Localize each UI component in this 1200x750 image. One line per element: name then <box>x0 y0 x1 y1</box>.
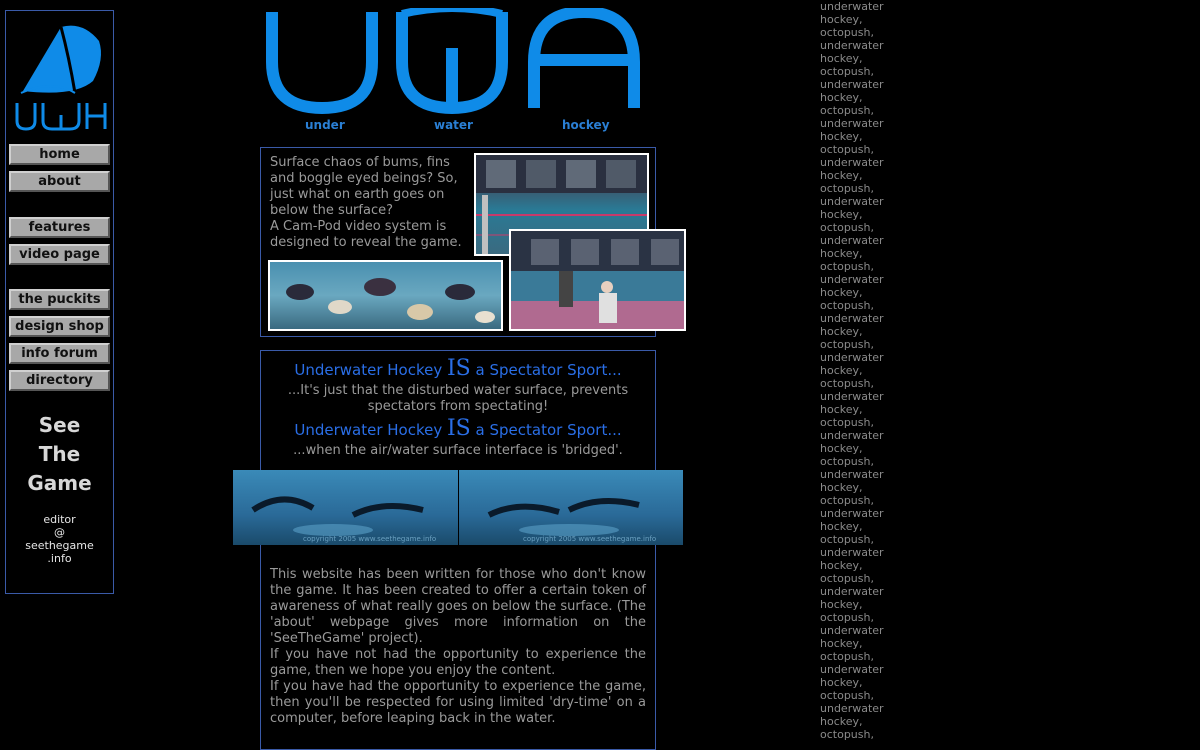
keyword-line: octopush, <box>820 143 874 156</box>
keyword-line: underwater <box>820 273 884 286</box>
intro-line: A Cam-Pod video system is <box>270 219 447 234</box>
spectator-heading-1 <box>260 356 656 381</box>
intro-line: designed to reveal the game. <box>270 235 462 250</box>
keyword-line: underwater <box>820 390 884 403</box>
nav-home-button[interactable]: home <box>9 144 110 165</box>
underwater-chaos-graphic <box>270 262 503 331</box>
underwater-left-graphic <box>233 470 458 545</box>
keyword-line: octopush, <box>820 728 874 741</box>
keyword-line: hockey, <box>820 286 863 299</box>
header-word-hockey: hockey <box>562 118 610 132</box>
keyword-line: octopush, <box>820 455 874 468</box>
intro-text <box>270 155 470 251</box>
keyword-line: underwater <box>820 0 884 13</box>
spectator-sub-2: ...when the air/water surface interface is 'bridged'. <box>293 443 623 458</box>
keyword-line: hockey, <box>820 364 863 377</box>
intro-line: and boggle eyed beings? So, <box>270 171 458 186</box>
keyword-line: underwater <box>820 117 884 130</box>
heading-part: Underwater Hockey <box>294 421 447 439</box>
keyword-line: underwater <box>820 234 884 247</box>
intro-line: Surface chaos of bums, fins <box>270 155 450 170</box>
uwh-logo-icon[interactable] <box>13 19 109 131</box>
keyword-line: underwater <box>820 195 884 208</box>
intro-line: just what on earth goes on <box>270 187 445 202</box>
editor-line: .info <box>47 552 72 565</box>
keyword-line: octopush, <box>820 104 874 117</box>
keyword-line: octopush, <box>820 533 874 546</box>
nav-video-page-button[interactable]: video page <box>9 244 110 265</box>
keyword-line: hockey, <box>820 559 863 572</box>
keyword-line: octopush, <box>820 416 874 429</box>
keyword-line: underwater <box>820 39 884 52</box>
copyright-left: copyright 2005 www.seethegame.info <box>303 535 437 543</box>
tagline-word: The <box>38 442 81 466</box>
keyword-line: octopush, <box>820 338 874 351</box>
keyword-line: octopush, <box>820 65 874 78</box>
heading-part: a Spectator Sport... <box>470 421 622 439</box>
keyword-line: hockey, <box>820 52 863 65</box>
editor-line: seethegame <box>25 539 94 552</box>
keyword-line: hockey, <box>820 598 863 611</box>
keyword-line: hockey, <box>820 13 863 26</box>
keyword-line: underwater <box>820 351 884 364</box>
keyword-line: octopush, <box>820 260 874 273</box>
keyword-line: octopush, <box>820 689 874 702</box>
keyword-line: octopush, <box>820 611 874 624</box>
keyword-line: octopush, <box>820 650 874 663</box>
keyword-line: hockey, <box>820 91 863 104</box>
keyword-line: hockey, <box>820 481 863 494</box>
poolside-graphic <box>511 231 686 331</box>
keyword-line: octopush, <box>820 299 874 312</box>
keyword-line: octopush, <box>820 182 874 195</box>
nav-features-button[interactable]: features <box>9 217 110 238</box>
body-paragraph: This website has been written for those who don't know the game. It has been created to offer a certain token of awareness of what really goes on below the surface. (The 'about' webpage gives more information on the 'SeeTheGame' project). <box>270 567 646 646</box>
keyword-line: underwater <box>820 663 884 676</box>
keyword-line: octopush, <box>820 572 874 585</box>
heading-part: Underwater Hockey <box>294 361 447 379</box>
nav-about-button[interactable]: about <box>9 171 110 192</box>
underwater-chaos-photo <box>268 260 503 331</box>
keyword-line: hockey, <box>820 637 863 650</box>
body-paragraph: If you have had the opportunity to experience the game, then you'll be respected for using limited 'dry-time' on a computer, before leaping back in the water. <box>270 679 646 726</box>
keyword-line: hockey, <box>820 247 863 260</box>
editor-line: @ <box>54 526 65 539</box>
keyword-line: underwater <box>820 546 884 559</box>
keyword-line: underwater <box>820 624 884 637</box>
nav-design-shop-button[interactable]: design shop <box>9 316 110 337</box>
heading-is: IS <box>446 356 471 381</box>
keyword-line: underwater <box>820 78 884 91</box>
spectator-sub-1: ...It's just that the disturbed water surface, prevents spectators from spectating! <box>287 383 629 414</box>
intro-line: below the surface? <box>270 203 393 218</box>
see-the-game-tagline <box>6 411 113 498</box>
keyword-line: hockey, <box>820 715 863 728</box>
keyword-line: hockey, <box>820 676 863 689</box>
tagline-word: Game <box>27 471 92 495</box>
keyword-line: hockey, <box>820 403 863 416</box>
keyword-line: hockey, <box>820 208 863 221</box>
nav-the-puckits-button[interactable]: the puckits <box>9 289 110 310</box>
editor-line: editor <box>43 513 76 526</box>
uwh-header-logo-icon <box>262 8 648 116</box>
keyword-line: underwater <box>820 702 884 715</box>
keyword-line: hockey, <box>820 130 863 143</box>
header-word-water: water <box>434 118 473 132</box>
body-paragraph: If you have not had the opportunity to experience the game, then we hope you enjoy the content. <box>270 647 646 678</box>
keyword-line: underwater <box>820 156 884 169</box>
nav-directory-button[interactable]: directory <box>9 370 110 391</box>
header-word-under: under <box>305 118 345 132</box>
keyword-column <box>820 0 910 741</box>
keyword-line: octopush, <box>820 494 874 507</box>
sidebar <box>5 10 114 594</box>
keyword-line: hockey, <box>820 325 863 338</box>
tagline-word: See <box>38 413 81 437</box>
heading-part: a Spectator Sport... <box>470 361 622 379</box>
underwater-play-photo-left <box>233 470 458 545</box>
spectator-heading-2 <box>260 416 656 441</box>
heading-is: IS <box>446 416 471 441</box>
keyword-line: octopush, <box>820 26 874 39</box>
underwater-play-photo-right <box>459 470 683 545</box>
keyword-line: underwater <box>820 507 884 520</box>
editor-email-link[interactable] <box>6 513 113 565</box>
keyword-line: underwater <box>820 312 884 325</box>
keyword-line: underwater <box>820 429 884 442</box>
keyword-line: underwater <box>820 468 884 481</box>
keyword-line: octopush, <box>820 221 874 234</box>
nav-info-forum-button[interactable]: info forum <box>9 343 110 364</box>
keyword-line: hockey, <box>820 442 863 455</box>
keyword-line: octopush, <box>820 377 874 390</box>
keyword-line: hockey, <box>820 520 863 533</box>
keyword-line: underwater <box>820 585 884 598</box>
underwater-right-graphic <box>459 470 683 545</box>
keyword-line: hockey, <box>820 169 863 182</box>
copyright-right: copyright 2005 www.seethegame.info <box>523 535 657 543</box>
poolside-camera-photo <box>509 229 686 331</box>
about-body-text <box>270 567 646 727</box>
